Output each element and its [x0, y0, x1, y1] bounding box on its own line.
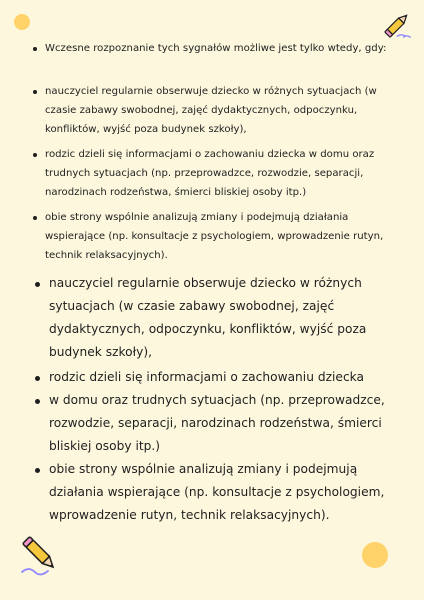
bullet-item: obie strony wspólnie analizują zmiany i podejmują działania wspierające (np. konsultacje z psychologiem, wprowadzenie rutyn, technik relaksacyjnych). [45, 208, 408, 265]
bullet-item: obie strony wspólnie analizują zmiany i podejmują działania wspierające (np. konsultacje z psychologiem, wprowadzenie rutyn, technik relaksacyjnych). [49, 458, 403, 527]
bullet-item: nauczyciel regularnie obserwuje dziecko w różnych sytuacjach (w czasie zabawy swobodnej, zajęć dydaktycznych, odpoczynku, konfliktów, wyjść poza budynek szkoły), [45, 82, 408, 139]
bullet-item: w domu oraz trudnych sytuacjach (np. przeprowadzce, rozwodzie, separacji, narodzinach rodzeństwa, śmierci bliskiej osoby itp.) [49, 389, 403, 458]
bullet-item: rodzic dzieli się informacjami o zachowaniu dziecka [49, 366, 403, 389]
bullet-item: rodzic dzieli się informacjami o zachowaniu dziecka w domu oraz trudnych sytuacjach (np. przeprowadzce, rozwodzie, separacji, narodzinach rodzeństwa, śmierci bliskiej osoby itp.) [45, 145, 408, 202]
bullet-item: nauczyciel regularnie obserwuje dziecko w różnych sytuacjach (w czasie zabawy swobodnej, zajęć dydaktycznych, odpoczynku, konfliktów, wyjść poza budynek szkoły), [49, 272, 403, 364]
bullet-item: Wczesne rozpoznanie tych sygnałów możliwe jest tylko wtedy, gdy: [45, 39, 408, 58]
